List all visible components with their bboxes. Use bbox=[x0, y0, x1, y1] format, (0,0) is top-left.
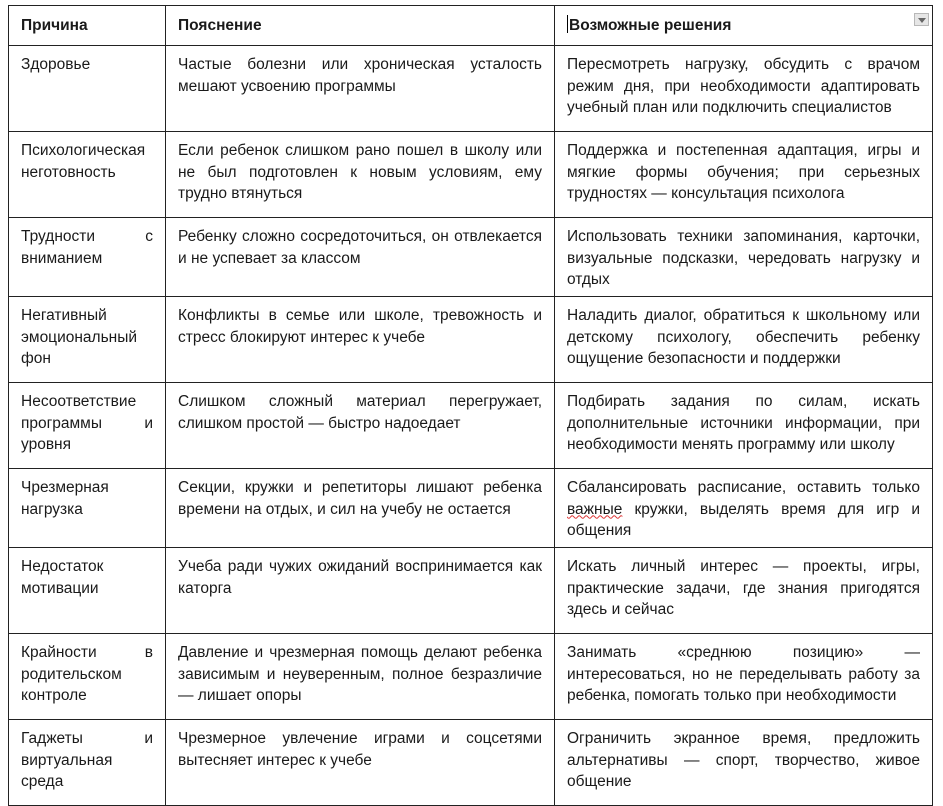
table-row bbox=[9, 297, 933, 383]
cause-cell[interactable]: Крайности в родительском контроле bbox=[9, 634, 166, 720]
table-row bbox=[9, 634, 933, 720]
table-header-row bbox=[9, 6, 933, 46]
table-row bbox=[9, 720, 933, 806]
header-cause[interactable]: Причина bbox=[9, 6, 166, 46]
cause-cell[interactable]: Гаджеты и виртуальная среда bbox=[9, 720, 166, 806]
explanation-cell[interactable]: Давление и чрезмерная помощь делают ребенка зависимым и неуверенным, полное безразличие — лишает опоры bbox=[166, 634, 555, 720]
solution-cell[interactable]: Пересмотреть нагрузку, обсудить с врачом режим дня, при необходимости адаптировать учебный план или подключить специалистов bbox=[555, 46, 933, 132]
table-row bbox=[9, 218, 933, 297]
table-row bbox=[9, 46, 933, 132]
solution-cell[interactable] bbox=[555, 469, 933, 548]
explanation-cell[interactable]: Учеба ради чужих ожиданий воспринимается как каторга bbox=[166, 548, 555, 634]
cause-cell[interactable]: Недостаток мотивации bbox=[9, 548, 166, 634]
cause-cell[interactable]: Чрезмерная нагрузка bbox=[9, 469, 166, 548]
table-row bbox=[9, 132, 933, 218]
solution-cell[interactable]: Искать личный интерес — проекты, игры, практические задачи, где знания пригодятся здесь и сейчас bbox=[555, 548, 933, 634]
cause-cell[interactable]: Несоответствие программы и уровня bbox=[9, 383, 166, 469]
spellcheck-flagged-word[interactable]: важные bbox=[567, 500, 623, 518]
solution-cell[interactable]: Поддержка и постепенная адаптация, игры и мягкие формы обучения; при серьезных трудностях — консультация психолога bbox=[555, 132, 933, 218]
solution-cell[interactable]: Подбирать задания по силам, искать дополнительные источники информации, при необходимости менять программу или школу bbox=[555, 383, 933, 469]
solution-cell[interactable]: Использовать техники запоминания, карточки, визуальные подсказки, чередовать нагрузку и отдых bbox=[555, 218, 933, 297]
cause-cell[interactable]: Негативный эмоциональный фон bbox=[9, 297, 166, 383]
table-row bbox=[9, 469, 933, 548]
explanation-cell[interactable]: Секции, кружки и репетиторы лишают ребенка времени на отдых, и сил на учебу не остается bbox=[166, 469, 555, 548]
column-dropdown-icon[interactable] bbox=[914, 13, 929, 26]
cause-cell[interactable]: Здоровье bbox=[9, 46, 166, 132]
solution-cell[interactable]: Наладить диалог, обратиться к школьному или детскому психологу, обеспечить ребенку ощущение безопасности и поддержки bbox=[555, 297, 933, 383]
cause-cell[interactable]: Психологическая неготовность bbox=[9, 132, 166, 218]
explanation-cell[interactable]: Частые болезни или хроническая усталость мешают усвоению программы bbox=[166, 46, 555, 132]
table-row bbox=[9, 548, 933, 634]
causes-table bbox=[8, 5, 933, 806]
header-solutions-cell[interactable] bbox=[555, 6, 933, 46]
explanation-cell[interactable]: Конфликты в семье или школе, тревожность и стресс блокируют интерес к учебе bbox=[166, 297, 555, 383]
explanation-cell[interactable]: Чрезмерное увлечение играми и соцсетями вытесняет интерес к учебе bbox=[166, 720, 555, 806]
explanation-cell[interactable]: Слишком сложный материал перегружает, слишком простой — быстро надоедает bbox=[166, 383, 555, 469]
explanation-cell[interactable]: Ребенку сложно сосредоточиться, он отвлекается и не успевает за классом bbox=[166, 218, 555, 297]
explanation-cell[interactable]: Если ребенок слишком рано пошел в школу или не был подготовлен к новым условиям, ему трудно втянуться bbox=[166, 132, 555, 218]
text-cursor bbox=[567, 15, 568, 33]
solution-text-start: Сбалансировать расписание, оставить только bbox=[567, 479, 920, 496]
header-solutions: Возможные решения bbox=[569, 17, 732, 34]
solution-cell[interactable]: Занимать «среднюю позицию» — интересоваться, но не переделывать работу за ребенка, помогать только при необходимости bbox=[555, 634, 933, 720]
solution-cell[interactable]: Ограничить экранное время, предложить альтернативы — спорт, творчество, живое общение bbox=[555, 720, 933, 806]
table-row bbox=[9, 383, 933, 469]
solution-text-end: кружки, выделять время для игр и общения bbox=[567, 500, 920, 539]
header-explanation[interactable]: Пояснение bbox=[166, 6, 555, 46]
cause-cell[interactable]: Трудности с вниманием bbox=[9, 218, 166, 297]
